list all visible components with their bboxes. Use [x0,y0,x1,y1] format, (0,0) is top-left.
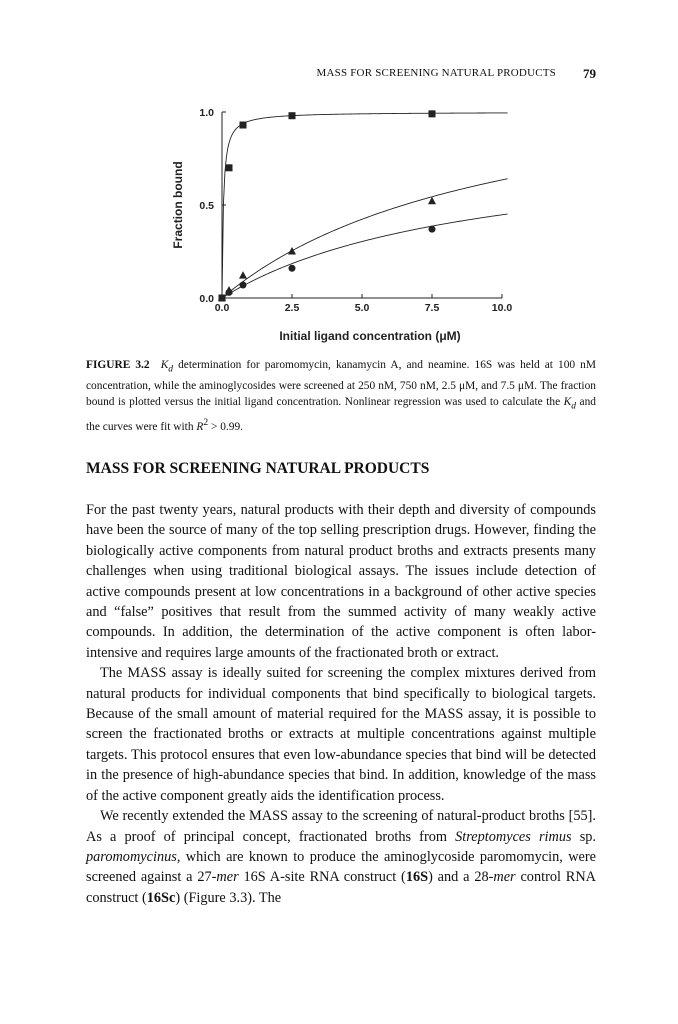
p3-text-2: sp. [571,828,596,845]
kd-symbol-2: K [563,396,572,409]
r2-symbol: R [196,420,204,433]
paragraph-2: The MASS assay is ideally suited for screening the complex mixtures derived from natural products for individual components that bind specifically to biological targets. Because of the small amount of material required for the MASS assay, it is possible to screen the fractionated broths or extracts at multiple concentrations against multiple targets. This protocol ensures that even low-abundance species that bind will be detected in the presence of high-abundance species that bind. In addition, knowledge of the mass of the active component greatly aids the identification process. [86,665,596,804]
running-head [86,67,596,83]
fit-curves [222,113,508,298]
construct-16sc: 16Sc [146,889,176,906]
marker-kanamycin-A [239,271,247,279]
section-heading: MASS FOR SCREENING NATURAL PRODUCTS [86,460,430,477]
kd-symbol: K [160,359,169,371]
paragraph-3 [86,806,596,908]
fit-curve-paromomycin [222,113,508,298]
marker-neamine [219,295,226,302]
mer-term-2: mer [493,869,516,886]
figure-caption [86,357,596,435]
marker-kanamycin-A [288,247,296,255]
kd-subscript: d [168,364,174,375]
x-tick-label: 0.0 [214,302,230,314]
p3-text-3: , which are known to produce the aminoglycoside paromomycin, were screened against a 27- [86,848,596,886]
x-tick-label: 7.5 [424,302,440,314]
p3-text-5: ) and a 28- [428,869,494,886]
x-tick-label: 10.0 [491,302,513,314]
caption-text-1: determination for paromomycin, kanamycin A, and neamine. 16S was held at 100 nM concentration, while the aminoglycosides were screened at 250 nM, 750 nM, 2.5 μM, and 7.5 μM. The fraction bound is plotted versus the initial ligand concentration. Nonlinear regression was used to calculate the [86,359,596,409]
marker-paromomycin [226,164,233,171]
subspecies-name: paromomycinus [86,848,177,865]
x-axis-title: Initial ligand concentration (μM) [279,329,461,343]
fit-curve-neamine [222,214,508,298]
y-tick-label: 0.0 [199,293,214,305]
y-tick-label: 1.0 [199,107,214,119]
page-number: 79 [583,66,596,81]
r2-superscript: 2 [203,418,209,429]
p3-text-4: 16S A-site RNA construct ( [238,869,406,886]
chart-axes [222,112,502,298]
caption-text-3: > 0.99. [208,420,244,433]
marker-neamine [429,226,436,233]
figure-label: FIGURE 3.2 [86,359,150,371]
caption-text-2: and the curves were fit with [86,396,597,433]
marker-paromomycin [429,110,436,117]
data-markers [218,110,436,301]
paragraph-1: For the past twenty years, natural products with their depth and diversity of compounds have been the source of many of the top selling prescription drugs. However, finding the biologically active components from natural product broths and extracts presents many challenges when using traditional biological assays. The issues include detection of active compounds present at low concentrations in a background of other active species and “false” positives that result from the summed activity of many weakly active compounds. In addition, the determination of the active component is often labor-intensive and requires large amounts of the fractionated broth or extract. [86,502,596,661]
y-axis-title: Fraction bound [171,161,185,249]
running-title: MASS FOR SCREENING NATURAL PRODUCTS [316,67,556,79]
marker-neamine [226,289,233,296]
figure-chart [160,96,540,346]
marker-neamine [240,281,247,288]
y-tick-label: 0.5 [199,200,214,212]
marker-neamine [289,265,296,272]
x-tick-label: 5.0 [354,302,370,314]
mer-term-1: mer [216,869,239,886]
marker-paromomycin [289,112,296,119]
p3-text-6: control RNA construct ( [86,869,596,906]
x-tick-label: 2.5 [284,302,300,314]
fit-curve-kanamycin-A [222,179,508,298]
p3-text-1: We recently extended the MASS assay to the screening of natural-product broths [55]. As a proof of principal concept, fractionated broths from [86,808,596,845]
kd-subscript-2: d [571,401,577,412]
body-text [86,500,596,908]
marker-paromomycin [240,122,247,129]
organism-name: Streptomyces rimus [455,828,572,845]
p3-text-7: ) (Figure 3.3). The [175,889,282,906]
construct-16s: 16S [405,869,429,886]
